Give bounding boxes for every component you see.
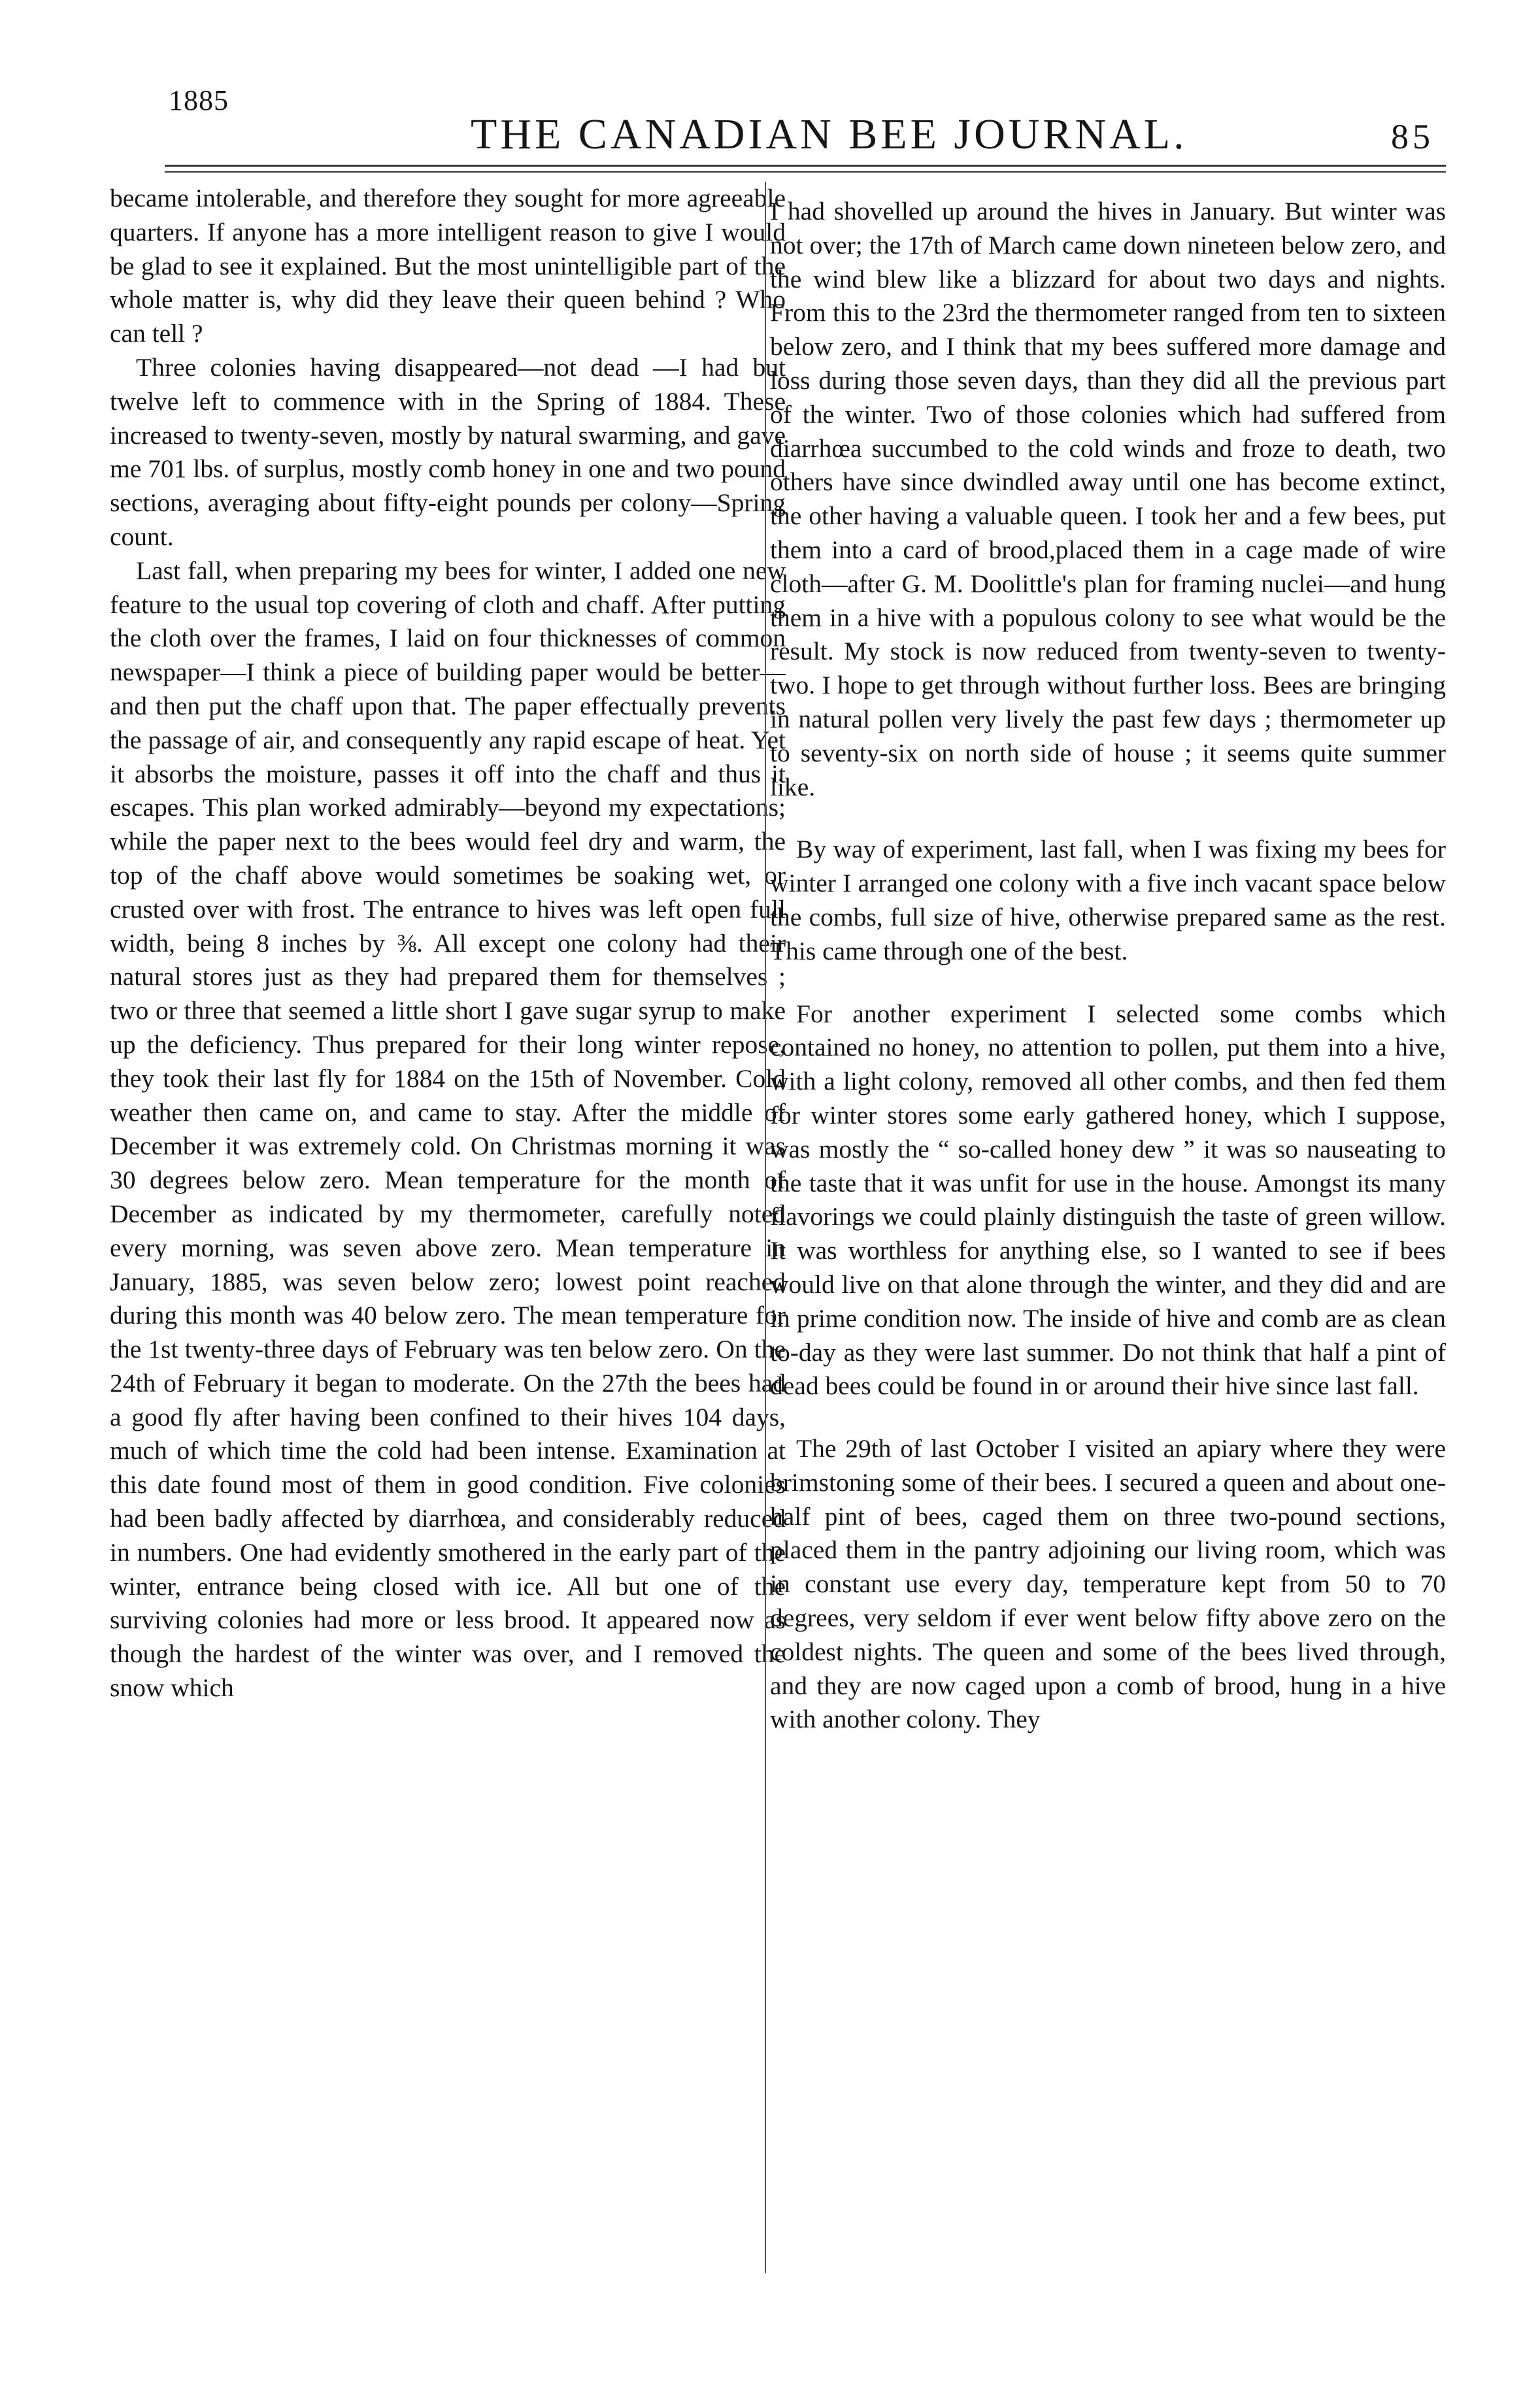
left-column [110,182,786,1705]
page-number: 85 [1391,117,1434,156]
left-paragraph-1: became intolerable, and therefore they sought for more agreeable quarters. If anyone has a more intelligent reason to give I would be glad to see it explained. But the most unintelligible part of the whole matter is, why did they leave their queen behind ? Who can tell ? [110,184,786,348]
column-divider [765,182,766,2273]
header-rule-top [165,165,1446,167]
right-column [770,195,1446,1737]
journal-title: THE CANADIAN BEE JOURNAL. [471,110,1188,158]
right-paragraph-4: The 29th of last October I visited an apiary where they were brimstoning some of their bees. I secured a queen and about one-half pint of bees, caged them on three two-pound sections, placed them in the pantry adjoining our living room, which was in constant use every day, temperature kept from 50 to 70 degrees, very seldom if ever went below fifty above zero on the coldest nights. The queen and some of the bees lived through, and they are now caged upon a comb of brood, hung in a hive with another colony. They [770,1434,1446,1734]
left-paragraph-3: Last fall, when preparing my bees for winter, I added one new feature to the usual top covering of cloth and chaff. After putting the cloth over the frames, I laid on four thicknesses of common newspaper—I think a piece of building paper would be better—and then put the chaff upon that. The paper effectually prevents the passage of air, and consequently any rapid escape of heat. Yet it absorbs the moisture, passes it off into the chaff and thus it escapes. This plan worked admirably—beyond my expectations; while the paper next to the bees would feel dry and warm, the top of the chaff above would sometimes be soaking wet, or crusted over with frost. The entrance to hives was left open full width, being 8 inches by ⅜. All except one colony had their natural stores just as they had prepared them for themselves ; two or three that seemed a little short I gave sugar syrup to make up the deficiency. Thus prepared for their long winter repose, they took their last fly for 1884 on the 15th of November. Cold weather then came on, and came to stay. After the middle of December it was extremely cold. On Christmas morning it was 30 degrees below zero. Mean temperature for the month of December as indicated by my thermometer, carefully noted every morning, was seven above zero. Mean temperature in January, 1885, was seven below zero; lowest point reached during this month was 40 below zero. The mean temperature for the 1st twenty-three days of February was ten below zero. On the 24th of February it began to moderate. On the 27th the bees had a good fly after having been confined to their hives 104 days, much of which time the cold had been intense. Examination at this date found most of them in good condition. Five colonies had been badly affected by diarrhœa, and considerably reduced in numbers. One had evidently smothered in the early part of the winter, entrance being closed with ice. All but one of the surviving colonies had more or less brood. It appeared now as though the hardest of the winter was over, and I removed the snow which [110,556,786,1703]
right-paragraph-2: By way of experiment, last fall, when I was fixing my bees for winter I arranged one colony with a five inch vacant space below the combs, full size of hive, otherwise prepared same as the rest. This came through one of the best. [770,835,1446,965]
header-year: 1885 [169,84,229,116]
left-paragraph-2: Three colonies having disappeared—not dead —I had but twelve left to commence with in the Spring of 1884. These increased to twenty-seven, mostly by natural swarming, and gave me 701 lbs. of surplus, mostly comb honey in one and two pound sections, averaging about fifty-eight pounds per colony—Spring count. [110,352,786,551]
right-paragraph-3: For another experiment I selected some combs which contained no honey, no attention to pollen, put them into a hive, with a light colony, removed all other combs, and then fed them for winter stores some early gathered honey, which I suppose, was mostly the “ so-called honey dew ” it was so nauseating to the taste that it was unfit for use in the house. Amongst its many flavorings we could plainly distinguish the taste of green willow. It was worthless for anything else, so I wanted to see if bees would live on that alone through the winter, and they did and are in prime condition now. The inside of hive and comb are as clean to-day as they were last summer. Do not think that half a pint of dead bees could be found in or around their hive since last fall. [770,999,1446,1401]
right-paragraph-1: I had shovelled up around the hives in January. But winter was not over; the 17th of March came down nineteen below zero, and the wind blew like a blizzard for about two days and nights. From this to the 23rd the thermometer ranged from ten to sixteen below zero, and I think that my bees suffered more damage and loss during those seven days, than they did all the previous part of the winter. Two of those colonies which had suffered from diarrhœa succumbed to the cold winds and froze to death, two others have since dwindled away until one has become extinct, the other having a valuable queen. I took her and a few bees, put them into a card of brood,placed them in a cage made of wire cloth—after G. M. Doolittle's plan for framing nuclei—and hung them in a hive with a populous colony to see what would be the result. My stock is now reduced from twenty-seven to twenty-two. I hope to get through without further loss. Bees are bringing in natural pollen very lively the past few days ; thermometer up to seventy-six on north side of house ; it seems quite summer like. [770,197,1446,801]
header-rule-bottom [165,171,1446,173]
